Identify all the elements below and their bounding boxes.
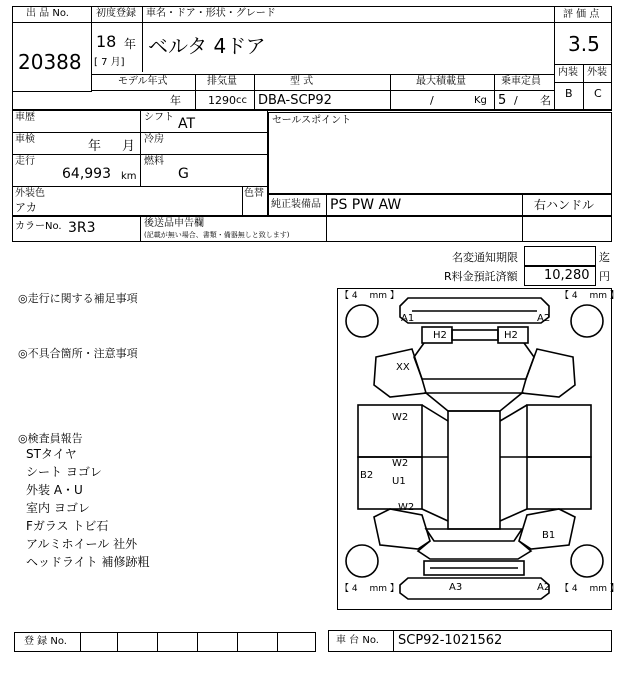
name-change-label: 名変通知期限 bbox=[452, 251, 518, 264]
mileage-value: 64,993 bbox=[62, 166, 111, 182]
docs-label: 後送品申告欄 bbox=[144, 218, 204, 229]
damage-label-a2-front: A2 bbox=[537, 313, 551, 324]
damage-label-a3: A3 bbox=[449, 582, 463, 593]
inspector-line: アルミホイール 社外 bbox=[26, 537, 138, 551]
displacement-label: 排気量 bbox=[207, 76, 237, 87]
inspector-line: シート ヨゴレ bbox=[26, 465, 102, 479]
reg-year: 18 bbox=[96, 32, 117, 51]
inspector-line: 外装 A・U bbox=[26, 483, 83, 497]
inspector-title: ◎検査員報告 bbox=[18, 432, 83, 445]
capacity-slash: / bbox=[514, 94, 518, 107]
score-label: 評 価 点 bbox=[563, 9, 600, 20]
max-load-label: 最大積載量 bbox=[416, 76, 466, 87]
mileage-unit: km bbox=[121, 171, 137, 182]
reg-month: [ 7 月] bbox=[94, 57, 125, 68]
ext-color-label: 外装色 bbox=[15, 188, 45, 199]
ext-color-value: アカ bbox=[15, 201, 37, 214]
shift-value: AT bbox=[178, 116, 196, 132]
car-outline bbox=[338, 289, 611, 609]
tire-depth-front-right: 【 4 mm 】 bbox=[560, 291, 619, 301]
lot-label: 出 品 No. bbox=[26, 8, 69, 19]
equipment-label: 純正装備品 bbox=[271, 199, 321, 210]
color-change-label: 色替 bbox=[244, 188, 264, 199]
damage-label-b1: B1 bbox=[542, 530, 556, 541]
displacement-value: 1290 bbox=[208, 94, 236, 107]
reg-year-unit: 年 bbox=[124, 37, 137, 51]
interior-grade: B bbox=[565, 87, 573, 100]
tire-depth-rear-right: 【 4 mm 】 bbox=[560, 584, 619, 594]
equipment-value: PS PW AW bbox=[330, 197, 402, 213]
car-diagram bbox=[337, 288, 619, 610]
inspection-year-unit: 年 bbox=[88, 139, 102, 154]
fuel-value: G bbox=[178, 166, 189, 182]
model-year-label: モデル年式 bbox=[118, 76, 168, 87]
max-load-slash: / bbox=[430, 94, 434, 107]
color-no-label: カラーNo. bbox=[15, 221, 62, 232]
fuel-label: 燃料 bbox=[144, 156, 164, 167]
lot-number: 20388 bbox=[18, 50, 82, 74]
damage-label-u1: U1 bbox=[392, 476, 406, 487]
interior-label: 内装 bbox=[558, 67, 578, 78]
chassis-label: 車 台 No. bbox=[336, 635, 379, 646]
docs-note: (記載が無い場合、書類・備器無しと致します) bbox=[144, 231, 290, 239]
first-reg-label: 初度登録 bbox=[96, 8, 136, 19]
score-value: 3.5 bbox=[568, 32, 600, 56]
type-value: DBA-SCP92 bbox=[258, 93, 332, 108]
type-label: 型 式 bbox=[290, 76, 314, 87]
damage-label-w2-front-door: W2 bbox=[392, 412, 409, 423]
damage-label-xx: XX bbox=[396, 362, 410, 373]
capacity-unit: 名 bbox=[540, 94, 551, 107]
history-label: 車歴 bbox=[15, 112, 35, 123]
steering-value: 右ハンドル bbox=[534, 198, 595, 212]
recycle-label: R料金預託済額 bbox=[444, 270, 518, 283]
tire-depth-rear-left: 【 4 mm 】 bbox=[340, 584, 399, 594]
max-load-unit: Kg bbox=[474, 95, 487, 106]
tire-depth-front-left: 【 4 mm 】 bbox=[340, 291, 399, 301]
recycle-value: 10,280 bbox=[544, 268, 590, 283]
displacement-unit: cc bbox=[236, 95, 247, 106]
inspection-month-unit: 月 bbox=[122, 139, 136, 154]
damage-label-w2-rear-fender: W2 bbox=[398, 502, 415, 513]
chassis-number: SCP92-1021562 bbox=[398, 633, 503, 648]
color-no-value: 3R3 bbox=[68, 220, 96, 236]
shift-label: シフト bbox=[144, 112, 174, 123]
defects-title: ◎不具合箇所・注意事項 bbox=[18, 347, 138, 360]
damage-label-b2: B2 bbox=[360, 470, 374, 481]
damage-label-a2-rear: A2 bbox=[537, 582, 551, 593]
name-change-unit: 迄 bbox=[599, 251, 610, 264]
running-notes-title: ◎走行に関する補足事項 bbox=[18, 292, 138, 305]
inspector-line: 室内 ヨゴレ bbox=[26, 501, 90, 515]
capacity-value: 5 bbox=[498, 93, 507, 108]
selling-points-label: セールスポイント bbox=[272, 115, 352, 126]
car-name: ベルタ 4ドア bbox=[148, 34, 266, 58]
inspector-line: STタイヤ bbox=[26, 447, 77, 461]
damage-label-h2-right: H2 bbox=[504, 330, 518, 341]
inspector-line: ヘッドライト 補修跡粗 bbox=[26, 555, 150, 569]
damage-label-w2-rear-door: W2 bbox=[392, 458, 409, 469]
ac-label: 冷房 bbox=[144, 134, 164, 145]
damage-label-a1: A1 bbox=[401, 313, 415, 324]
name-change-field bbox=[524, 246, 596, 266]
damage-label-h2-left: H2 bbox=[433, 330, 447, 341]
capacity-label: 乗車定員 bbox=[501, 76, 541, 87]
exterior-label: 外装 bbox=[587, 67, 607, 78]
name-label: 車名・ドア・形状・グレード bbox=[146, 8, 276, 19]
inspection-label: 車検 bbox=[15, 134, 35, 145]
recycle-unit: 円 bbox=[599, 270, 610, 283]
mileage-label: 走行 bbox=[15, 156, 35, 167]
model-year-unit: 年 bbox=[170, 94, 181, 107]
inspector-line: Fガラス トビ石 bbox=[26, 519, 109, 533]
exterior-grade: C bbox=[594, 87, 602, 100]
registration-label: 登 録 No. bbox=[24, 636, 67, 647]
